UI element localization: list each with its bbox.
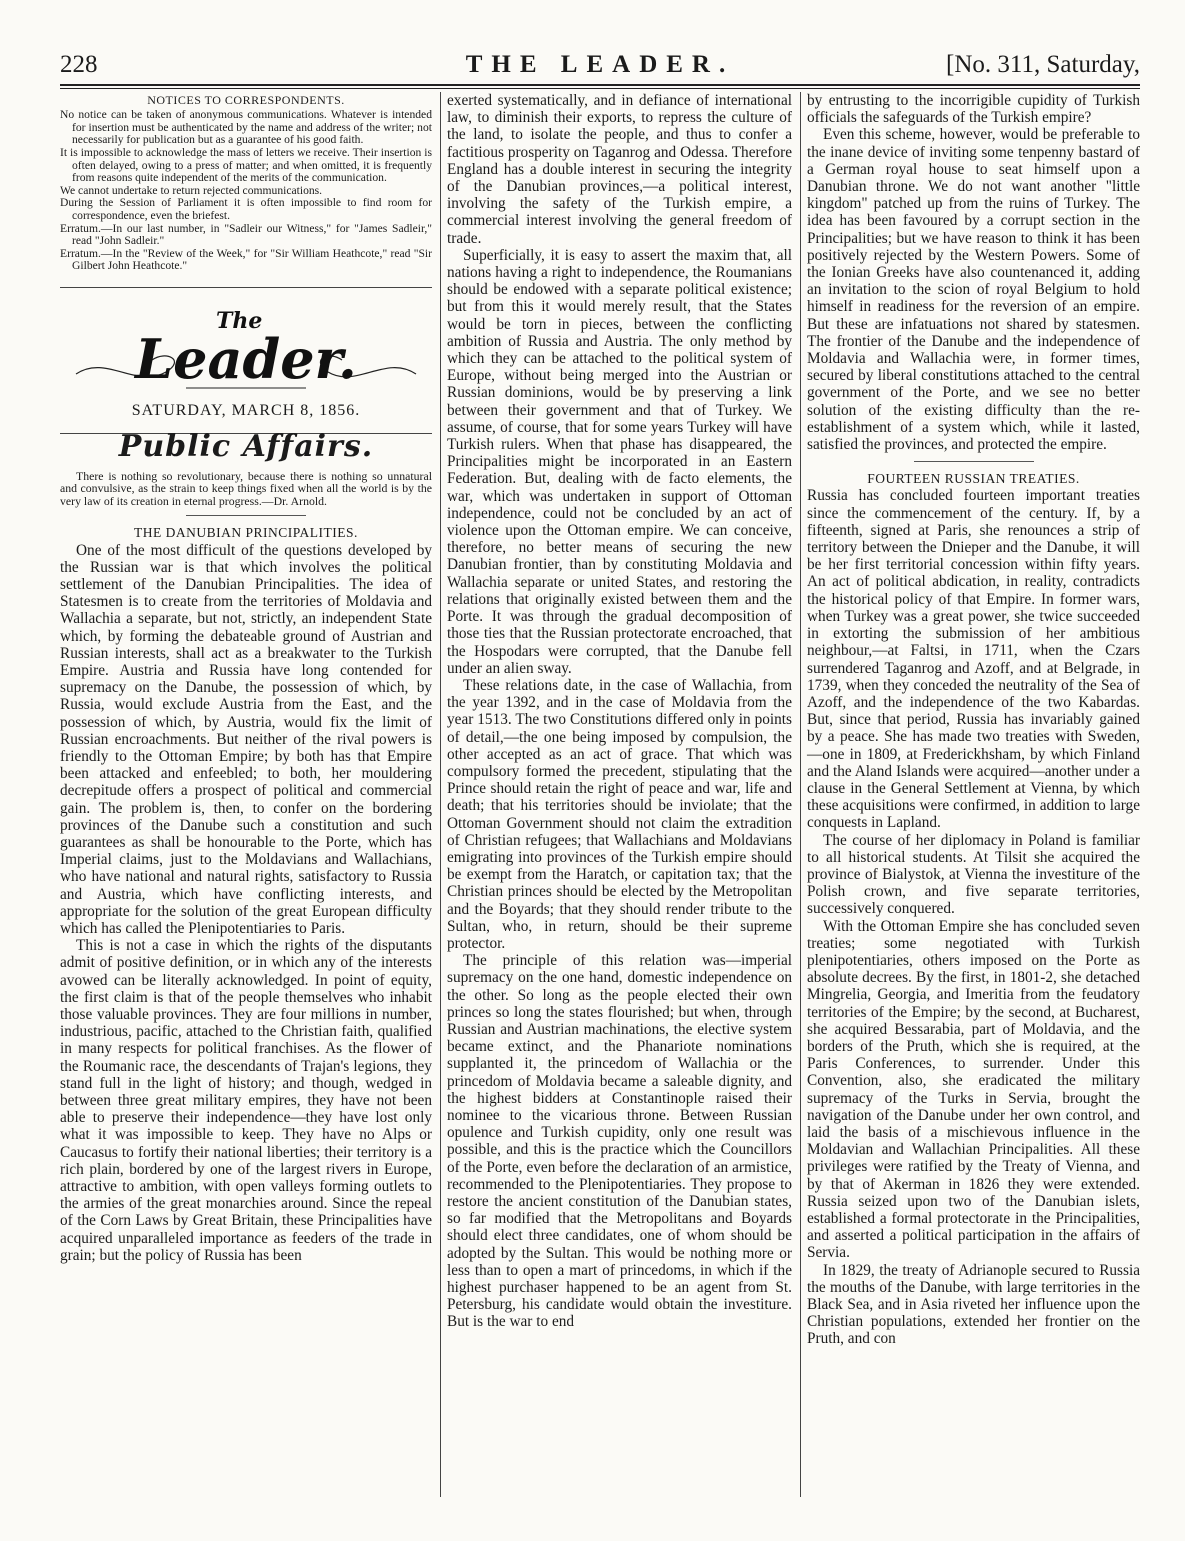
article-paragraph: Even this scheme, however, would be preferable to the inane device of inviting some tenpenny bastard of a German royal house to seat himself upon a Danubian throne. We do not want another "little kingdom" patched up from the ruins of Turkey. The idea has been favoured by a corrupt section in the Principalities; but we have reason to think it has been positively rejected by the Western Powers. Some of the Ionian Greeks have also countenanced it, adding an invitation to the scion of royal Belgium to hold himself in readiness for the reversion of an empire. But these are infatuations not shared by statesmen. The frontier of the Danube and the independence of Moldavia and Wallachia were, in former times, secured by liberal constitutions attached to the central government of the Porte, and we see no better solution of the existing difficulty than the re-establishment of a system which, while it lasted, satisfied the provinces, and protected the empire. — [807, 126, 1140, 454]
article-heading: FOURTEEN RUSSIAN TREATIES. — [867, 471, 1080, 487]
notice-item: During the Session of Parliament it is often impossible to find room for correspondence, even the briefest. — [60, 196, 432, 222]
section-title: Public Affairs. — [118, 429, 374, 465]
notices-heading: NOTICES TO CORRESPONDENTS. — [147, 93, 345, 107]
article-heading: THE DANUBIAN PRINCIPALITIES. — [134, 525, 358, 541]
notice-item: We cannot undertake to return rejected communications. — [60, 183, 323, 197]
running-header — [60, 50, 1140, 80]
header-rule-thin — [60, 88, 1140, 89]
column-divider — [440, 92, 441, 1497]
article-paragraph: One of the most difficult of the questions developed by the Russian war is that which involves the political settlement of the Danubian Principalities. The idea of Statesmen is to create from the territories of Moldavia and Wallachia a separate, but not, strictly, an independent State which, by forming the debateable ground of Austrian and Russian interests, shall act as a breakwater to the Turkish Empire. Austria and Russia have long contended for supremacy on the Danube, the possession of which, by Russia, would exclude Austria from the East, and the possession of which, by Austria, would fix the limit of Russian encroachments. But neither of the rival powers is friendly to the Ottoman Empire; by both has that Empire been attacked and enfeebled; to both, her mouldering decrepitude offers a prospect of political and commercial gain. The problem is, then, to confer on the bordering provinces of the Danube such a constitution and such guarantees as shall be honourable to the Porte, which has Imperial claims, just to the Moldavians and Wallachians, who have national and natural rights, satisfactory to Russia and Austria, which have conflicting interests, and appropriate for the solution of the great European difficulty which has called the Plenipotentiaries to Paris. — [60, 541, 432, 937]
article-paragraph: The principle of this relation was—imperial supremacy on the one hand, domestic independence on the other. So long as the people elected their own princes so long the states flourished; but when, through Russian and Austrian machinations, the elective system became extinct, and the Phanariote nominations supplanted it, the princedom of Wallachia or the princedom of Moldavia became a saleable dignity, and the highest bidders at Constantinople raised their nominee to the vicarious throne. Between Russian opulence and Turkish cupidity, only one result was possible, and this is the practice which the Councillors of the Porte, even before the declaration of an armistice, recommended to the Plenipotentiaries. They propose to restore the ancient constitution of the Danubian states, so far modified that the Metropolitans and Boyards should elect three candidates, one of whom should be adopted by the Sultan. This would be nothing more or less than to open a mart of princedoms, in which if the highest purchaser happened to be an agent from St. Petersburg, his candidate would obtain the investiture. But is the war to end — [447, 952, 792, 1331]
article-paragraph: In 1829, the treaty of Adrianople secured to Russia the mouths of the Danube, with large territories in the Black Sea, and in Asia riveted her influence upon the Christian populations, extended her frontier on the Pruth, and con — [807, 1261, 1140, 1348]
masthead-logo — [60, 294, 432, 398]
notice-item: Erratum.—In our last number, in "Sadleir our Witness," for "James Sadleir," read "John Sadleir." — [60, 221, 432, 248]
running-title: THE LEADER. — [465, 51, 735, 78]
masthead-flourish — [66, 294, 426, 394]
issue-date: SATURDAY, MARCH 8, 1856. — [131, 402, 361, 420]
notices-list — [60, 109, 432, 273]
notice-item: No notice can be taken of anonymous communications. Whatever is intended for insertion must be authenticated by the name and address of the writer; not necessarily for publication but as a guarantee of his good faith. — [60, 108, 432, 147]
notice-item: It is impossible to acknowledge the mass of letters we receive. Their insertion is often delayed, owing to a press of matter; and when omitted, it is frequently from reasons quite independent of the merits of the communication. — [60, 145, 432, 185]
article-paragraph: Superficially, it is easy to assert the maxim that, all nations having a right to independence, the Roumanians should be endowed with a separate political existence; but from this it would merely result, that the States would be torn in pieces, between the conflicting ambition of Russia and Austria. The only method by which they can be attached to the political system of Europe, without being merged into the Austrian or Russian dominions, would be by preserving a link between their government and that of Turkey. We assume, of course, that for some years Turkey will have Turkish rulers. When that phase has disappeared, the Principalities might be incorporated in an Eastern Federation. But, dealing with de facto elements, the war, which was undertaken in support of Ottoman independence, could not be concluded by an act of violence upon the Ottoman empire. We can conceive, therefore, no better means of securing the new Danubian frontier, than by constituting Moldavia and Wallachia separate or united States, and restoring the relations that originally existed between them and the Porte. It was through the gradual decomposition of those ties that the Russian protectorate encroached, that the Hospodars were corrupted, that the Danube fell under an alien sway. — [447, 246, 792, 677]
page-number: 228 — [60, 51, 98, 78]
article-paragraph: This is not a case in which the rights of the disputants admit of positive definition, or in which any of the interests avowed can be literally acknowledged. In point of equity, the first claim is that of the people themselves who inhabit those valuable provinces. They are four millions in number, industrious, pacific, attached to the Christian faith, qualified in many respects for political franchises. As the flower of the Roumanic race, the descendants of Trajan's legions, they stand full in the light of history; and though, wedged in between three great military empires, they have not been able to preserve their independence—they have lost only what it was impossible to keep. They have no Alps or Caucasus to fortify their national liberties; their territory is a rich plain, bordered by one of the largest rivers in Europe, attractive to ambition, with open valleys forming outlets to the armies of the great monarchies around. Since the repeal of the Corn Laws by Great Britain, these Principalities have acquired unparalleled importance as feeders of the trade in grain; but the policy of Russia has been — [60, 937, 432, 1264]
column-3 — [807, 92, 1140, 1348]
article-paragraph: With the Ottoman Empire she has concluded seven treaties; some negotiated with Turkish plenipotentiaries, others imposed on the Porte as absolute decrees. By the first, in 1801-2, she detached Mingrelia, Georgia, and Imeritia from the feudatory territories of the Empire; by the second, at Bucharest, she acquired Bessarabia, part of Moldavia, and the borders of the Pruth, which she is required, at the Paris Conferences, to surrender. Under this Convention, also, she eradicated the military supremacy of the Turks in Servia, brought the navigation of the Danube under her own control, and laid the basis of a mischievous influence in the Moldavian and Wallachian Principalities. All these privileges were ratified by the Treaty of Vienna, and by that of Akerman in 1826 they were extended. Russia seized upon two of the Danubian islets, established a formal protectorate in the Principalities, and asserted a political participation in the affairs of Servia. — [807, 917, 1140, 1262]
issue-number: [No. 311, Saturday, — [946, 51, 1140, 78]
article-paragraph: exerted systematically, and in defiance of international law, to diminish their exports, to repress the culture of the land, to isolate the people, and thus to confer a factitious prosperity on Taganrog and Odessa. Therefore England has a double interest in securing the integrity of the Danubian provinces,—a political interest, involving the safety of the Turkish empire, a commercial interest involving the general freedom of trade. — [447, 92, 792, 247]
article-paragraph: The course of her diplomacy in Poland is familiar to all historical students. At Tilsit she acquired the province of Bialystok, at Vienna the investiture of the Polish crown, and five separate territories, successively conquered. — [807, 831, 1140, 918]
header-rule — [60, 84, 1140, 86]
section-rule — [60, 287, 432, 288]
epigraph: There is nothing so revolutionary, because there is nothing so unnatural and convulsive, as the strain to keep things fixed when all the world is by the very law of its creation in eternal progress.—Dr. Arnold. — [60, 468, 432, 508]
article-paragraph: by entrusting to the incorrigible cupidity of Turkish officials the safeguards of the Turkish empire? — [807, 92, 1140, 127]
section-rule — [186, 515, 306, 516]
masthead-the: The — [216, 307, 263, 334]
column-2 — [447, 92, 792, 1331]
notice-item: Erratum.—In the "Review of the Week," for "Sir William Heathcote," read "Sir Gilbert John Heathcote." — [60, 246, 432, 273]
article-paragraph: Russia has concluded fourteen important treaties since the commencement of the century. If, by a fifteenth, signed at Paris, she renounces a strip of territory between the Dnieper and the Danube, it will be her first territorial concession within fifty years. An act of political abdication, in reality, contradicts the historical policy of that Empire. In former wars, when Turkey was a great power, she twice succeeded in extorting the submission of her ambitious neighbour,—at Faltsi, in 1711, when the Czars surrendered Taganrog and Azoff, and at Belgrade, in 1739, when they conceded the neutrality of the Sea of Azoff, and the independence of the two Kabardas. But, since that period, Russia has invariably gained by a peace. She has made two treaties with Sweden,—one in 1809, at Frederickhsham, by which Finland and the Aland Islands were acquired—another under a clause in the General Settlement at Vienna, by which these acquisitions were confirmed, in addition to large conquests in Lapland. — [807, 487, 1140, 832]
article-paragraph: These relations date, in the case of Wallachia, from the year 1392, and in the case of Moldavia from the year 1513. The two Constitutions differed only in points of detail,—the one being imposed by compulsion, the other accepted as an act of grace. That which was compulsory formed the precedent, stipulating that the Prince should retain the right of peace and war, life and death; that his territories should be inviolate; that the Ottoman Government should not claim the extradition of Christian refugees; that Wallachians and Moldavians emigrating into provinces of the Turkish empire should be exempt from the Haratch, or capitation tax; that the Christian princes should be elected by the Metropolitan and the Boyards; that they should render tribute to the Sultan, who, in return, should be their supreme protector. — [447, 676, 792, 952]
column-1 — [60, 92, 432, 1264]
section-rule — [914, 461, 1034, 462]
masthead-name: Leader. — [135, 326, 357, 391]
column-divider — [800, 92, 801, 1497]
